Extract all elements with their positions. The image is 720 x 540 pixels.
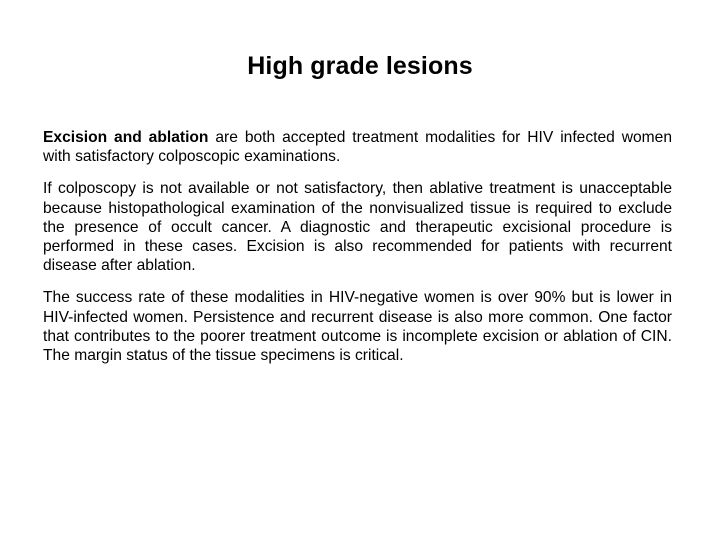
paragraph-lead-bold: Excision and ablation: [43, 129, 209, 146]
paragraph-text: are both accepted treatment modalities for HIV infected women with satisfactory colposcopic examinations.: [43, 129, 672, 166]
paragraph-colposcopy: [43, 179, 672, 275]
paragraph-text: The success rate of these modalities in HIV-negative women is over 90% but is lower in HIV-infected women. Persistence and recurrent disease is also more common. One factor that contributes to the poorer treatment outcome is incomplete excision or ablation of CIN. The margin status of the tissue specimens is critical.: [43, 289, 672, 365]
slide-title: High grade lesions: [247, 52, 473, 80]
paragraph-text: If colposcopy is not available or not satisfactory, then ablative treatment is unacceptable because histopathological examination of the nonvisualized tissue is required to exclude the presence of occult cancer. A diagnostic and therapeutic excisional procedure is performed in these cases. Excision is also recommended for patients with recurrent disease after ablation.: [43, 180, 672, 275]
paragraph-success-rate: [43, 288, 672, 365]
slide-body: [43, 128, 672, 378]
paragraph-excision-ablation: [43, 128, 672, 166]
